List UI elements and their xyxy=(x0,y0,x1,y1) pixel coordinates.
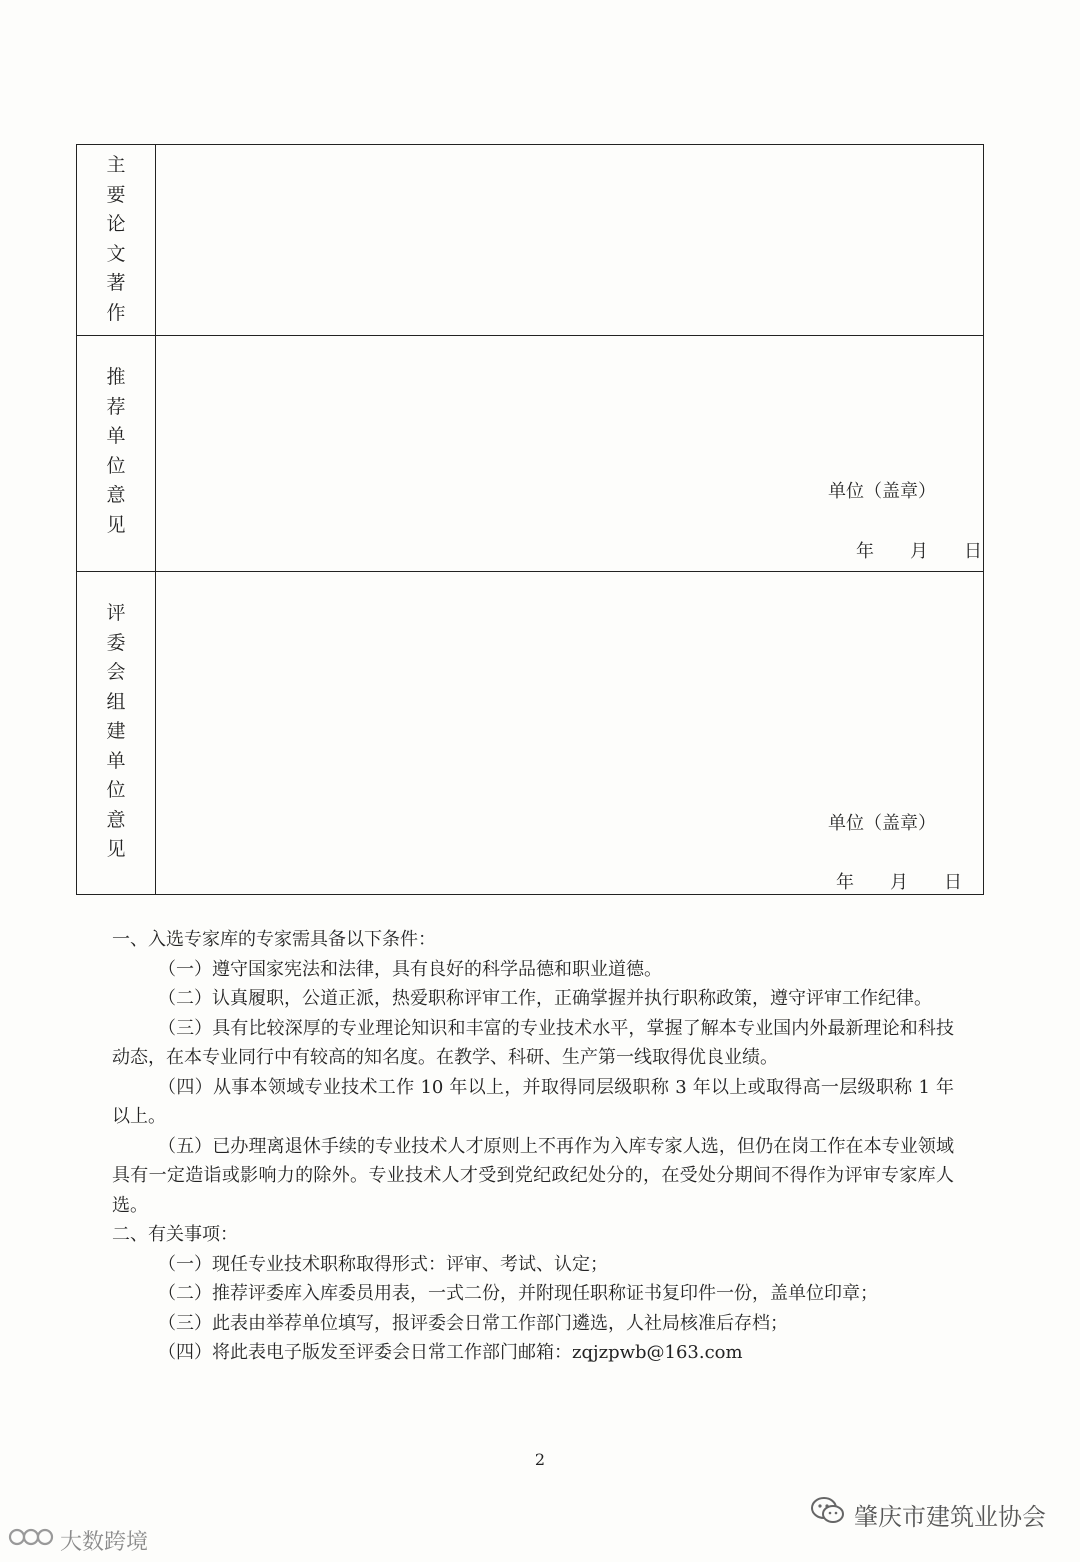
watermark-left-text: 大数跨境 xyxy=(60,1529,149,1555)
matter-item: （一）现任专业技术职称取得形式：评审、考试、认定； xyxy=(158,1253,608,1275)
label-char: 单 xyxy=(106,425,126,447)
main-papers-field[interactable] xyxy=(156,145,984,336)
application-form-table xyxy=(76,144,984,895)
unit-stamp-text: 单位（盖章） xyxy=(828,813,936,834)
page-number: 2 xyxy=(534,1450,546,1469)
matter-item: （二）推荐评委库入库委员用表，一式二份，并附现任职称证书复印件一份，盖单位印章； xyxy=(158,1283,878,1304)
condition-item: （二）认真履职，公道正派，热爱职称评审工作，正确掌握并执行职称政策，遵守评审工作纪律。 xyxy=(158,988,932,1009)
matter-item: （四）将此表电子版发至评委会日常工作部门邮箱：zqjzpwb@163.com xyxy=(158,1342,743,1363)
label-char: 会 xyxy=(106,661,126,683)
date-text: 年 月 日 xyxy=(856,541,982,562)
label-char: 意 xyxy=(106,808,126,831)
label-char: 位 xyxy=(106,454,126,477)
conditions-heading: 一、入选专家库的专家需具备以下条件： xyxy=(112,929,436,950)
label-char: 文 xyxy=(106,242,126,265)
watermark-right xyxy=(810,1496,1046,1532)
condition-item: （四）从事本领域专业技术工作 10 年以上，并取得同层级职称 3 年以上或取得高一层级职称 1 年以上。 xyxy=(112,1076,954,1127)
label-committee-unit xyxy=(77,572,156,895)
condition-item: （五）已办理离退休手续的专业技术人才原则上不再作为入库专家人选，但仍在岗工作在本专业领域具有一定造诣或影响力的除外。专业技术人才受到党纪政纪处分的，在受处分期间不得作为评审专家库人选。 xyxy=(112,1135,954,1216)
vertical-label xyxy=(77,145,155,328)
date-text: 年 月 日 xyxy=(836,872,962,893)
row-main-papers xyxy=(77,145,984,336)
matter-item: （三）此表由举荐单位填写，报评委会日常工作部门遴选，人社局核准后存档； xyxy=(158,1312,788,1334)
label-char: 建 xyxy=(106,720,126,742)
unit-stamp-text: 单位（盖章） xyxy=(828,481,936,502)
row-committee-unit xyxy=(77,572,984,895)
brand-logo-icon xyxy=(8,1524,54,1556)
vertical-label xyxy=(77,572,155,865)
label-char: 荐 xyxy=(106,395,126,418)
label-char: 单 xyxy=(106,749,126,772)
committee-unit-opinion-field[interactable] xyxy=(156,572,984,895)
recommending-unit-opinion-field[interactable] xyxy=(156,336,984,572)
condition-item: （三）具有比较深厚的专业理论知识和丰富的专业技术水平，掌握了解本专业国内外最新理论和科技动态，在本专业同行中有较高的知名度。在教学、科研、生产第一线取得优良业绩。 xyxy=(112,1017,954,1068)
notes-section xyxy=(112,925,954,1368)
matters-heading: 二、有关事项： xyxy=(112,1224,238,1245)
watermark-left xyxy=(8,1524,148,1556)
watermark-right-text: 肇庆市建筑业协会 xyxy=(854,1502,1046,1531)
label-char: 要 xyxy=(106,183,126,206)
label-char: 评 xyxy=(106,602,126,624)
label-char: 见 xyxy=(106,838,126,860)
label-char: 组 xyxy=(106,690,126,713)
row-recommending-unit xyxy=(77,336,984,572)
condition-item: （一）遵守国家宪法和法律，具有良好的科学品德和职业道德。 xyxy=(158,958,662,980)
wechat-icon xyxy=(810,1496,846,1532)
label-char: 位 xyxy=(106,779,126,801)
label-char: 见 xyxy=(106,513,126,536)
label-char: 意 xyxy=(106,484,126,506)
label-char: 作 xyxy=(106,301,126,324)
label-char: 推 xyxy=(106,366,126,388)
label-char: 主 xyxy=(106,154,126,176)
label-char: 论 xyxy=(106,213,126,235)
label-recommending-unit xyxy=(77,336,156,572)
vertical-label xyxy=(77,336,155,540)
label-char: 委 xyxy=(106,631,126,654)
label-main-papers xyxy=(77,145,156,336)
label-char: 著 xyxy=(106,272,126,294)
